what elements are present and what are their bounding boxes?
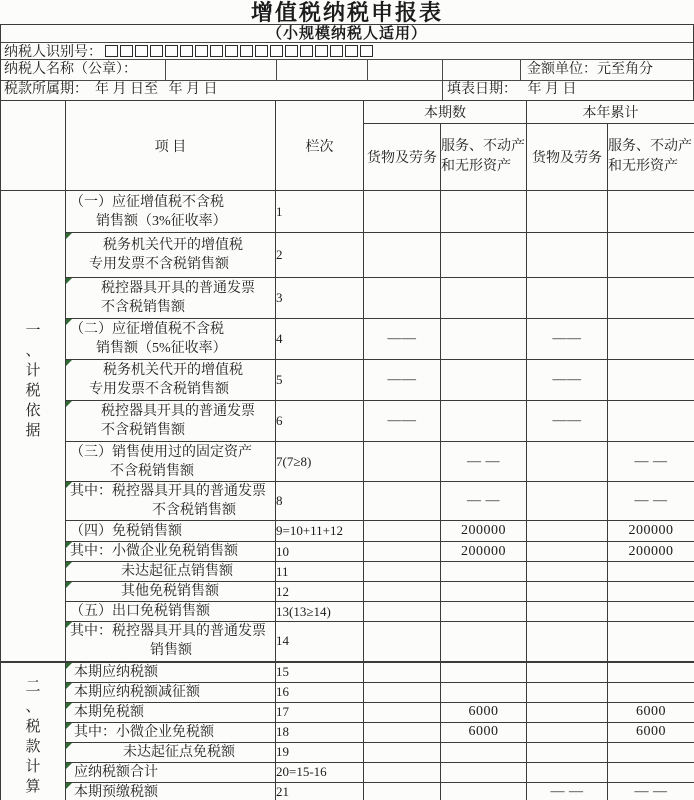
id-checkbox[interactable] bbox=[225, 45, 238, 57]
value-cell[interactable] bbox=[608, 319, 694, 360]
cell-flag-triangle-icon bbox=[66, 401, 72, 407]
taxpayer-name-field[interactable] bbox=[442, 60, 520, 80]
value-cell[interactable] bbox=[441, 401, 527, 442]
item-label-cell: （一）应征增值税不含税 销售额（3%征收率） bbox=[66, 191, 276, 233]
value-cell: —— bbox=[364, 360, 441, 401]
value-cell[interactable] bbox=[527, 562, 608, 582]
id-checkbox[interactable] bbox=[315, 45, 328, 57]
value-cell[interactable] bbox=[527, 582, 608, 602]
column-no-cell: 19 bbox=[276, 742, 364, 762]
cell-flag-triangle-icon bbox=[66, 542, 72, 548]
id-checkbox[interactable] bbox=[165, 45, 178, 57]
section-header-spacer bbox=[1, 101, 66, 191]
item-label-cell: （五）出口免税销售额 bbox=[66, 602, 276, 622]
taxpayer-id-boxes[interactable] bbox=[105, 45, 375, 57]
value-cell[interactable] bbox=[441, 319, 527, 360]
value-cell: —— bbox=[364, 401, 441, 442]
cell-flag-triangle-icon bbox=[66, 482, 72, 488]
value-cell[interactable] bbox=[364, 442, 441, 482]
id-checkbox[interactable] bbox=[195, 45, 208, 57]
value-cell[interactable] bbox=[364, 278, 441, 319]
value-cell[interactable] bbox=[364, 191, 441, 233]
id-checkbox[interactable] bbox=[210, 45, 223, 57]
item-label-cell: 本期预缴税额 bbox=[66, 782, 276, 800]
value-cell[interactable] bbox=[527, 233, 608, 278]
column-no-cell: 13(13≥14) bbox=[276, 602, 364, 622]
fill-date-value: 年 月 日 bbox=[527, 82, 577, 97]
value-cell[interactable] bbox=[364, 622, 441, 662]
value-cell[interactable] bbox=[441, 742, 527, 762]
item-label-cell: （四）免税销售额 bbox=[66, 521, 276, 542]
taxpayer-name-field[interactable] bbox=[276, 60, 367, 80]
id-checkbox[interactable] bbox=[360, 45, 373, 57]
column-no-cell: 1 bbox=[276, 191, 364, 233]
id-checkbox[interactable] bbox=[270, 45, 283, 57]
column-no-cell: 4 bbox=[276, 319, 364, 360]
cell-flag-triangle-icon bbox=[66, 562, 72, 568]
value-cell[interactable] bbox=[364, 582, 441, 602]
cell-flag-triangle-icon bbox=[66, 683, 72, 689]
tax-period-label: 税款所属期： bbox=[4, 82, 88, 97]
item-label-cell: 税务机关代开的增值税 专用发票不含税销售额 bbox=[66, 360, 276, 401]
cell-flag-triangle-icon bbox=[66, 360, 72, 366]
value-cell[interactable] bbox=[608, 582, 694, 602]
column-no-cell: 6 bbox=[276, 401, 364, 442]
value-cell: —— bbox=[527, 360, 608, 401]
item-label-cell: （三）销售使用过的固定资产 不含税销售额 bbox=[66, 442, 276, 482]
value-cell: — — bbox=[608, 442, 694, 482]
value-cell[interactable] bbox=[608, 742, 694, 762]
item-label-cell: 本期应纳税额减征额 bbox=[66, 682, 276, 702]
value-cell[interactable] bbox=[608, 360, 694, 401]
taxpayer-name-field[interactable] bbox=[367, 60, 442, 80]
cell-flag-triangle-icon bbox=[66, 703, 72, 709]
taxpayer-id-label: 纳税人识别号： bbox=[4, 45, 102, 60]
value-cell[interactable] bbox=[364, 682, 441, 702]
value-cell: — — bbox=[527, 782, 608, 800]
value-cell[interactable] bbox=[364, 762, 441, 782]
item-header: 项 目 bbox=[66, 101, 276, 191]
cell-flag-triangle-icon bbox=[66, 663, 72, 669]
taxpayer-name-label: 纳税人名称（公章）： bbox=[4, 62, 137, 77]
value-cell[interactable]: 6000 bbox=[441, 722, 527, 742]
value-cell[interactable] bbox=[527, 482, 608, 521]
amount-unit-label: 金额单位：元至角分 bbox=[520, 60, 693, 80]
value-cell: — — bbox=[441, 482, 527, 521]
column-no-cell: 7(7≥8) bbox=[276, 442, 364, 482]
value-cell[interactable] bbox=[608, 622, 694, 662]
value-cell[interactable]: 200000 bbox=[608, 542, 694, 562]
cell-flag-triangle-icon bbox=[66, 743, 72, 749]
fill-date-field[interactable] bbox=[442, 81, 693, 100]
value-cell[interactable] bbox=[441, 582, 527, 602]
value-cell[interactable] bbox=[364, 742, 441, 762]
value-cell: — — bbox=[608, 482, 694, 521]
item-label-cell: 本期免税额 bbox=[66, 702, 276, 722]
value-cell[interactable] bbox=[441, 562, 527, 582]
current-period-header: 本期数 bbox=[364, 101, 527, 124]
id-checkbox[interactable] bbox=[150, 45, 163, 57]
item-label-cell: 未达起征点销售额 bbox=[66, 562, 276, 582]
goods-header: 货物及劳务 bbox=[527, 124, 608, 191]
cell-flag-triangle-icon bbox=[66, 763, 72, 769]
cell-flag-triangle-icon bbox=[66, 233, 72, 239]
cell-flag-triangle-icon bbox=[66, 582, 72, 588]
taxpayer-name-field[interactable] bbox=[165, 60, 276, 80]
goods-header: 货物及劳务 bbox=[364, 124, 441, 191]
value-cell[interactable] bbox=[364, 482, 441, 521]
tax-period-field[interactable] bbox=[1, 81, 442, 100]
value-cell[interactable] bbox=[364, 562, 441, 582]
value-cell[interactable] bbox=[441, 602, 527, 622]
id-checkbox[interactable] bbox=[105, 45, 118, 57]
id-checkbox[interactable] bbox=[330, 45, 343, 57]
value-cell: — — bbox=[608, 782, 694, 800]
section-label: 二 、 税 款 计 算 bbox=[1, 662, 66, 800]
id-checkbox[interactable] bbox=[240, 45, 253, 57]
value-cell[interactable] bbox=[608, 401, 694, 442]
value-cell[interactable] bbox=[364, 782, 441, 800]
value-cell[interactable]: 200000 bbox=[608, 521, 694, 542]
value-cell[interactable] bbox=[364, 722, 441, 742]
value-cell[interactable] bbox=[364, 233, 441, 278]
item-label-cell: 应纳税额合计 bbox=[66, 762, 276, 782]
column-no-cell: 14 bbox=[276, 622, 364, 662]
item-label-cell: 其中：税控器具开具的普通发票 不含税销售额 bbox=[66, 482, 276, 521]
column-no-cell: 11 bbox=[276, 562, 364, 582]
value-cell[interactable] bbox=[527, 442, 608, 482]
column-no-cell: 17 bbox=[276, 702, 364, 722]
column-no-cell: 12 bbox=[276, 582, 364, 602]
period-row bbox=[1, 81, 693, 100]
value-cell[interactable] bbox=[608, 278, 694, 319]
value-cell[interactable] bbox=[527, 191, 608, 233]
value-cell: —— bbox=[527, 319, 608, 360]
taxpayer-id-row bbox=[1, 43, 693, 60]
value-cell[interactable] bbox=[441, 622, 527, 662]
form-header-band bbox=[0, 25, 694, 100]
value-cell: —— bbox=[364, 319, 441, 360]
value-cell[interactable] bbox=[608, 762, 694, 782]
value-cell[interactable] bbox=[527, 662, 608, 683]
id-checkbox[interactable] bbox=[135, 45, 148, 57]
value-cell[interactable] bbox=[364, 602, 441, 622]
column-no-cell: 3 bbox=[276, 278, 364, 319]
value-cell[interactable] bbox=[527, 521, 608, 542]
fill-date-label: 填表日期： bbox=[447, 82, 517, 97]
value-cell[interactable]: 6000 bbox=[608, 702, 694, 722]
id-checkbox[interactable] bbox=[285, 45, 298, 57]
id-checkbox[interactable] bbox=[255, 45, 268, 57]
value-cell[interactable] bbox=[608, 562, 694, 582]
value-cell[interactable] bbox=[364, 521, 441, 542]
column-no-cell: 15 bbox=[276, 662, 364, 683]
item-label-cell: 税控器具开具的普通发票 不含税销售额 bbox=[66, 401, 276, 442]
value-cell[interactable] bbox=[441, 233, 527, 278]
value-cell[interactable] bbox=[527, 762, 608, 782]
services-header: 服务、不动产和无形资产 bbox=[441, 124, 527, 191]
form-subtitle: （小规模纳税人适用） bbox=[1, 25, 693, 43]
value-cell[interactable]: 200000 bbox=[441, 542, 527, 562]
form-table bbox=[0, 100, 694, 800]
column-no-cell: 21 bbox=[276, 782, 364, 800]
value-cell[interactable] bbox=[364, 702, 441, 722]
item-label-cell: 未达起征点免税额 bbox=[66, 742, 276, 762]
form-table-body bbox=[1, 191, 694, 800]
value-cell[interactable] bbox=[441, 360, 527, 401]
value-cell: —— bbox=[527, 401, 608, 442]
value-cell[interactable] bbox=[527, 542, 608, 562]
id-checkbox[interactable] bbox=[120, 45, 133, 57]
value-cell[interactable]: 6000 bbox=[441, 702, 527, 722]
value-cell[interactable] bbox=[608, 233, 694, 278]
value-cell[interactable] bbox=[608, 682, 694, 702]
value-cell[interactable] bbox=[364, 542, 441, 562]
value-cell[interactable] bbox=[441, 682, 527, 702]
value-cell[interactable] bbox=[608, 662, 694, 683]
value-cell[interactable] bbox=[441, 762, 527, 782]
value-cell[interactable] bbox=[527, 702, 608, 722]
item-label-cell: 税控器具开具的普通发票 不含税销售额 bbox=[66, 278, 276, 319]
value-cell: — — bbox=[441, 442, 527, 482]
section-label: 一 、 计 税 依 据 bbox=[1, 191, 66, 662]
value-cell[interactable] bbox=[527, 682, 608, 702]
item-label-cell: 其中：小微企业免税额 bbox=[66, 722, 276, 742]
item-label-cell: 其他免税销售额 bbox=[66, 582, 276, 602]
value-cell[interactable] bbox=[441, 278, 527, 319]
cell-flag-triangle-icon bbox=[66, 723, 72, 729]
value-cell[interactable] bbox=[608, 191, 694, 233]
value-cell[interactable] bbox=[364, 662, 441, 683]
column-no-cell: 10 bbox=[276, 542, 364, 562]
year-to-date-header: 本年累计 bbox=[527, 101, 694, 124]
value-cell[interactable] bbox=[608, 602, 694, 622]
cell-flag-triangle-icon bbox=[66, 278, 72, 284]
value-cell[interactable] bbox=[527, 742, 608, 762]
item-label-cell: （二）应征增值税不含税 销售额（5%征收率） bbox=[66, 319, 276, 360]
column-no-cell: 2 bbox=[276, 233, 364, 278]
item-label-cell: 税务机关代开的增值税 专用发票不含税销售额 bbox=[66, 233, 276, 278]
value-cell[interactable] bbox=[441, 782, 527, 800]
value-cell[interactable] bbox=[441, 662, 527, 683]
item-label-cell: 其中：小微企业免税销售额 bbox=[66, 542, 276, 562]
cell-flag-triangle-icon bbox=[66, 622, 72, 628]
column-no-cell: 18 bbox=[276, 722, 364, 742]
tax-period-value: 年 月 日至 年 月 日 bbox=[95, 82, 218, 97]
column-no-cell: 5 bbox=[276, 360, 364, 401]
item-label-cell: 本期应纳税额 bbox=[66, 662, 276, 683]
value-cell[interactable] bbox=[441, 191, 527, 233]
cell-flag-triangle-icon bbox=[66, 319, 72, 325]
column-no-cell: 9=10+11+12 bbox=[276, 521, 364, 542]
value-cell[interactable]: 200000 bbox=[441, 521, 527, 542]
value-cell[interactable] bbox=[527, 722, 608, 742]
id-checkbox[interactable] bbox=[345, 45, 358, 57]
id-checkbox[interactable] bbox=[180, 45, 193, 57]
value-cell[interactable]: 6000 bbox=[608, 722, 694, 742]
form-title: 增值税纳税申报表 bbox=[0, 0, 694, 25]
value-cell[interactable] bbox=[527, 602, 608, 622]
taxpayer-name-row bbox=[1, 60, 693, 81]
column-no-cell: 8 bbox=[276, 482, 364, 521]
column-no-header: 栏次 bbox=[276, 101, 364, 191]
id-checkbox[interactable] bbox=[300, 45, 313, 57]
item-label-cell: 其中：税控器具开具的普通发票 销售额 bbox=[66, 622, 276, 662]
value-cell[interactable] bbox=[527, 622, 608, 662]
services-header: 服务、不动产和无形资产 bbox=[608, 124, 694, 191]
column-no-cell: 20=15-16 bbox=[276, 762, 364, 782]
value-cell[interactable] bbox=[527, 278, 608, 319]
cell-flag-triangle-icon bbox=[66, 783, 72, 789]
column-no-cell: 16 bbox=[276, 682, 364, 702]
